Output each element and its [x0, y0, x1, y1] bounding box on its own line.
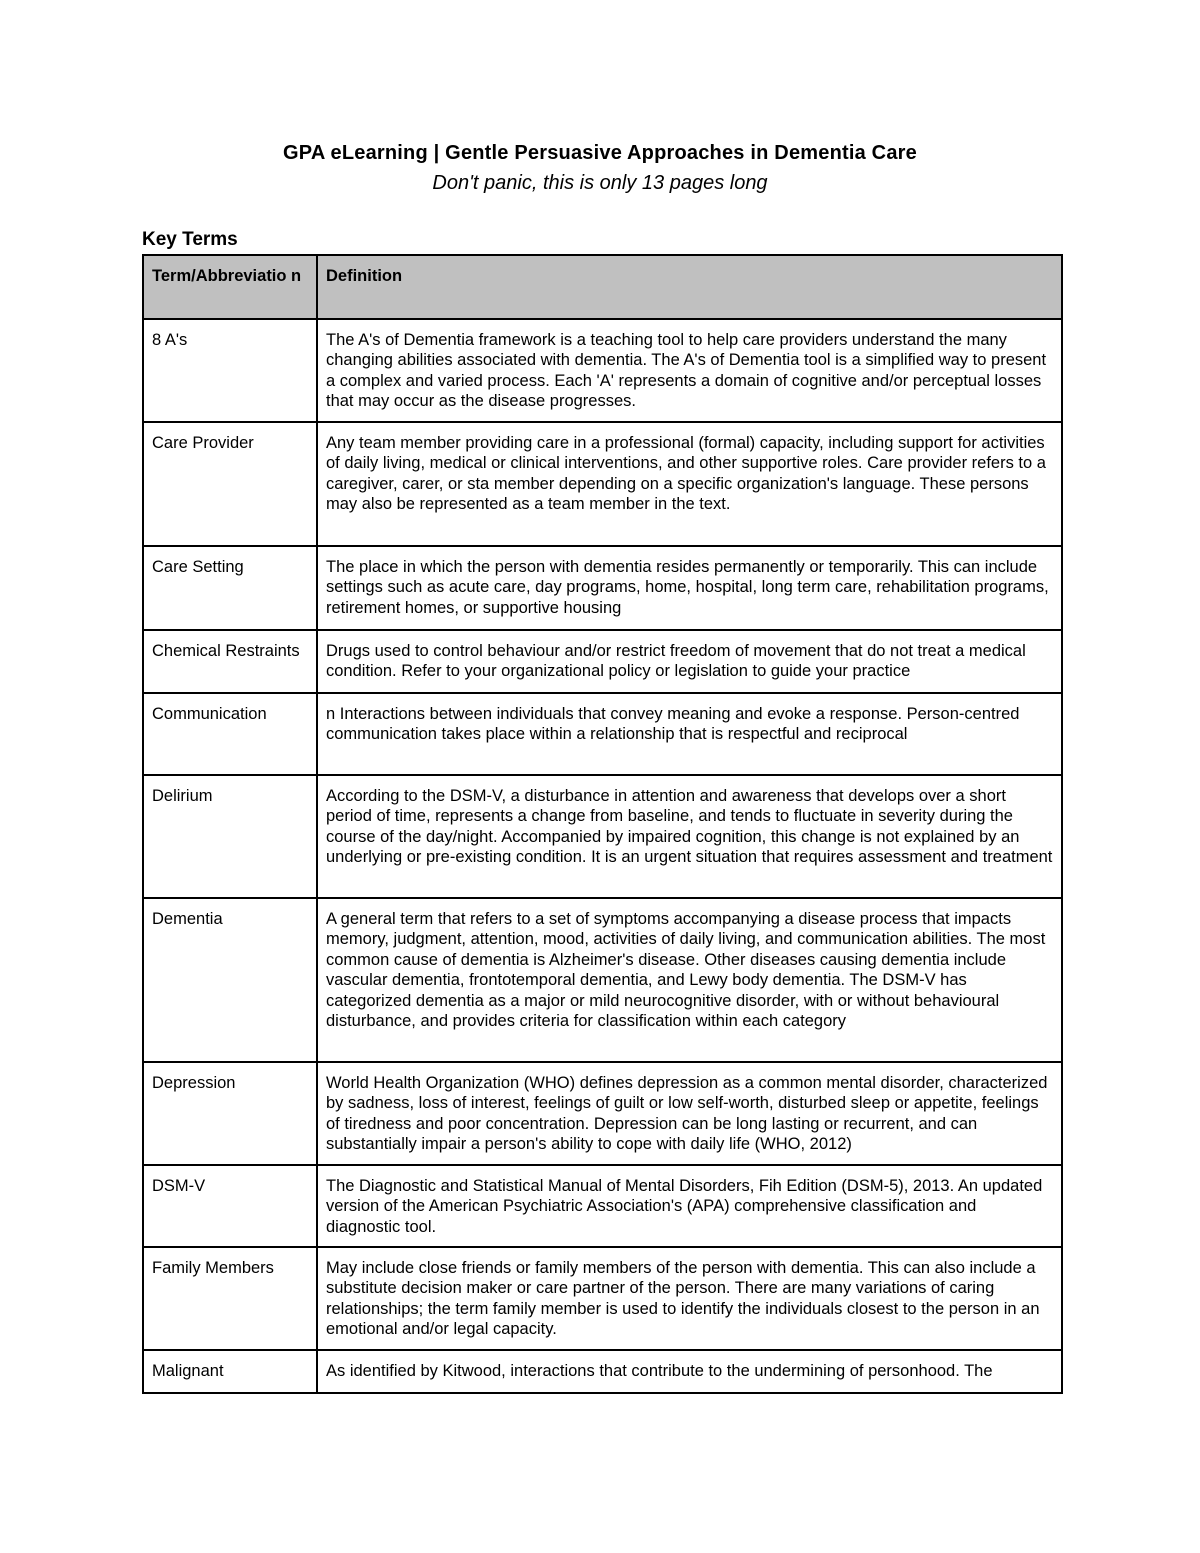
definition-cell: As identified by Kitwood, interactions that contribute to the undermining of personhood. The: [317, 1350, 1062, 1393]
definition-cell: n Interactions between individuals that convey meaning and evoke a response. Person-centred communication takes place within a relationship that is respectful and reciprocal: [317, 693, 1062, 775]
section-heading: Key Terms: [142, 229, 238, 250]
definition-cell: Any team member providing care in a professional (formal) capacity, including support for activities of daily living, medical or clinical interventions, and other supportive roles. Care provider refers to a caregiver, carer, or sta member depending on a specific organization's language. These persons may also be represented as a team member in the text.: [317, 422, 1062, 546]
document-title: GPA eLearning | Gentle Persuasive Approaches in Dementia Care: [283, 142, 917, 164]
table-row: [143, 1165, 1062, 1247]
table-header-row: [143, 255, 1062, 319]
term-cell: DSM-V: [143, 1165, 317, 1247]
table-row: [143, 693, 1062, 775]
term-cell: Family Members: [143, 1247, 317, 1350]
table-row: [143, 775, 1062, 898]
table-row: [143, 319, 1062, 422]
table-row: [143, 546, 1062, 630]
table-row: [143, 630, 1062, 693]
definition-cell: World Health Organization (WHO) defines depression as a common mental disorder, characterized by sadness, loss of interest, feelings of guilt or low self-worth, disturbed sleep or appetite, feelings of tiredness and poor concentration. Depression can be long lasting or recurrent, and can substantially impair a person's ability to cope with daily life (WHO, 2012): [317, 1062, 1062, 1165]
term-cell: Dementia: [143, 898, 317, 1062]
document-subtitle: Don't panic, this is only 13 pages long: [432, 172, 768, 194]
definition-cell: Drugs used to control behaviour and/or restrict freedom of movement that do not treat a medical condition. Refer to your organizational policy or legislation to guide your practice: [317, 630, 1062, 693]
definition-cell: A general term that refers to a set of symptoms accompanying a disease process that impacts memory, judgment, attention, mood, activities of daily living, and communication abilities. The most common cause of dementia is Alzheimer's disease. Other diseases causing dementia include vascular dementia, frontotemporal dementia, and Lewy body dementia. The DSM-V has categorized dementia as a major or mild neurocognitive disorder, with or without behavioural disturbance, and provides criteria for classification within each category: [317, 898, 1062, 1062]
definition-cell: According to the DSM-V, a disturbance in attention and awareness that develops over a short period of time, represents a change from baseline, and tends to fluctuate in severity during the course of the day/night. Accompanied by impaired cognition, this change is not explained by an underlying or pre-existing condition. It is an urgent situation that requires assessment and treatment: [317, 775, 1062, 898]
term-cell: Depression: [143, 1062, 317, 1165]
term-cell: Communication: [143, 693, 317, 775]
header-term: Term/Abbreviatio n: [143, 255, 317, 319]
key-terms-table: [142, 254, 1063, 1394]
term-cell: Malignant: [143, 1350, 317, 1393]
table-row: [143, 1350, 1062, 1393]
table-row: [143, 898, 1062, 1062]
term-cell: Chemical Restraints: [143, 630, 317, 693]
table-row: [143, 1062, 1062, 1165]
table-row: [143, 1247, 1062, 1350]
term-cell: Care Setting: [143, 546, 317, 630]
table-row: [143, 422, 1062, 546]
term-cell: Delirium: [143, 775, 317, 898]
header-definition: Definition: [317, 255, 1062, 319]
definition-cell: The A's of Dementia framework is a teaching tool to help care providers understand the many changing abilities associated with dementia. The A's of Dementia tool is a simplified way to present a complex and varied process. Each 'A' represents a domain of cognitive and/or perceptual losses that may occur as the disease progresses.: [317, 319, 1062, 422]
definition-cell: The Diagnostic and Statistical Manual of Mental Disorders, Fih Edition (DSM-5), 2013. An updated version of the American Psychiatric Association's (APA) comprehensive classification and diagnostic tool.: [317, 1165, 1062, 1247]
term-cell: 8 A's: [143, 319, 317, 422]
term-cell: Care Provider: [143, 422, 317, 546]
definition-cell: May include close friends or family members of the person with dementia. This can also include a substitute decision maker or care partner of the person. There are many variations of caring relationships; the term family member is used to identify the individuals closest to the person in an emotional and/or legal capacity.: [317, 1247, 1062, 1350]
definition-cell: The place in which the person with dementia resides permanently or temporarily. This can include settings such as acute care, day programs, home, hospital, long term care, rehabilitation programs, retirement homes, or supportive housing: [317, 546, 1062, 630]
